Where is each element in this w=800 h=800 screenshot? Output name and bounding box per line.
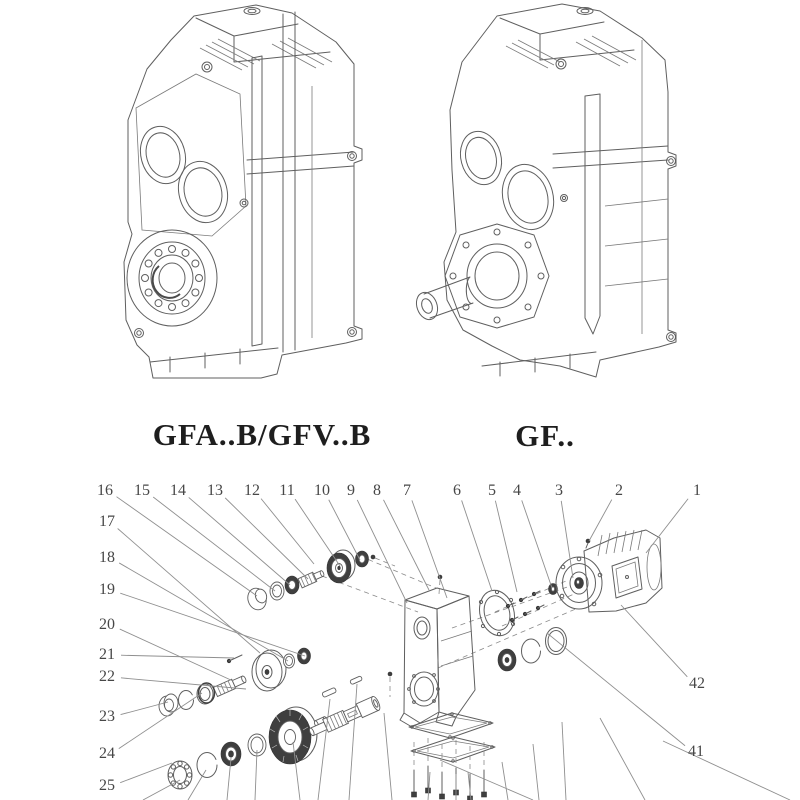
callout-11: 11: [279, 482, 295, 499]
input-shaft-parts: [245, 550, 368, 612]
callout-9: 9: [347, 482, 355, 499]
callout-1: 1: [693, 482, 701, 499]
bolt: [388, 672, 392, 676]
upper-bore: [134, 121, 192, 188]
intermediate-shaft-parts: [159, 648, 311, 716]
leader-8: [384, 500, 429, 590]
leader-4: [522, 500, 552, 588]
leader-17: [118, 529, 260, 653]
output-flange: [445, 224, 549, 328]
leader-3: [561, 501, 573, 578]
callout-15: 15: [134, 482, 150, 499]
snap-ring: [197, 753, 217, 778]
leader-7: [412, 500, 447, 598]
callout-24: 24: [99, 745, 115, 762]
splined-shaft: [213, 674, 247, 696]
lower-bore: [495, 159, 560, 236]
callout-10: 10: [314, 482, 330, 499]
upper-bore: [455, 127, 508, 190]
cooling-fins: [598, 530, 642, 556]
leader-cutoff-13: [562, 722, 566, 800]
callout-3: 3: [555, 482, 563, 499]
leader-cutoff-1: [188, 770, 206, 800]
vertical-strap: [585, 94, 600, 334]
leader-14: [189, 497, 290, 585]
output-gear: [269, 707, 317, 764]
leader-cutoff-15: [600, 718, 645, 800]
callout-7: 7: [403, 482, 411, 499]
terminal-box: [612, 557, 642, 598]
leader-20: [120, 629, 233, 681]
leader-18: [119, 563, 288, 661]
leader-41: [547, 633, 685, 746]
leader-1: [646, 499, 688, 553]
leader-cutoff-12: [533, 744, 539, 800]
leader-cutoff-0: [143, 780, 180, 800]
callout-18: 18: [99, 549, 115, 566]
callout-16: 16: [97, 482, 113, 499]
callout-17: 17: [99, 513, 115, 530]
vertical-strap: [252, 56, 262, 346]
callout-41: 41: [688, 743, 704, 760]
leader-19: [120, 593, 305, 656]
callout-19: 19: [99, 581, 115, 598]
leader-cutoff-5: [318, 699, 330, 800]
callout-13: 13: [207, 482, 223, 499]
callout-25: 25: [99, 777, 115, 794]
leader-cutoff-3: [255, 750, 257, 800]
oil-plug: [244, 8, 260, 15]
leader-2: [589, 500, 612, 541]
key: [350, 676, 363, 685]
leader-15: [153, 497, 275, 591]
callout-6: 6: [453, 482, 461, 499]
snap-ring: [522, 639, 541, 663]
side-band: [553, 146, 668, 168]
model-label-left: GFA..B/GFV..B: [152, 417, 372, 452]
shim-ring: [546, 628, 567, 655]
leader-10: [329, 500, 360, 560]
leader-cutoff-7: [384, 713, 392, 800]
output-shaft: [307, 695, 381, 739]
gearbox-drawing-gf: [413, 4, 676, 377]
output-shaft: [413, 277, 473, 323]
housing-upper-bore: [414, 617, 430, 639]
callout-4: 4: [513, 482, 521, 499]
leader-cutoff-16: [663, 741, 790, 800]
callout-5: 5: [488, 482, 496, 499]
leader-6: [462, 500, 492, 591]
bolt: [371, 555, 375, 559]
model-label-right: GF..: [515, 418, 575, 453]
gearbox-drawing-gfab: [124, 5, 362, 378]
callout-2: 2: [615, 482, 623, 499]
leader-25: [120, 763, 172, 783]
callout-14: 14: [170, 482, 186, 499]
leader-5: [495, 501, 517, 592]
callout-22: 22: [99, 668, 115, 685]
callout-8: 8: [373, 482, 381, 499]
callout-21: 21: [99, 646, 115, 663]
leader-42: [621, 605, 687, 677]
callout-42: 42: [689, 675, 705, 692]
key: [322, 687, 337, 697]
leader-12: [261, 499, 314, 564]
callout-23: 23: [99, 708, 115, 725]
leader-13: [225, 498, 308, 579]
callout-12: 12: [244, 482, 260, 499]
housing: [388, 575, 475, 727]
pinion-shaft: [298, 568, 325, 588]
callout-20: 20: [99, 616, 115, 633]
leader-cutoff-6: [349, 684, 357, 800]
lower-bore: [172, 156, 234, 228]
bearing-boss: [127, 230, 217, 326]
adapter-flange-ring: [475, 586, 520, 639]
leader-cutoff-11: [502, 762, 508, 800]
side-band: [247, 152, 354, 174]
